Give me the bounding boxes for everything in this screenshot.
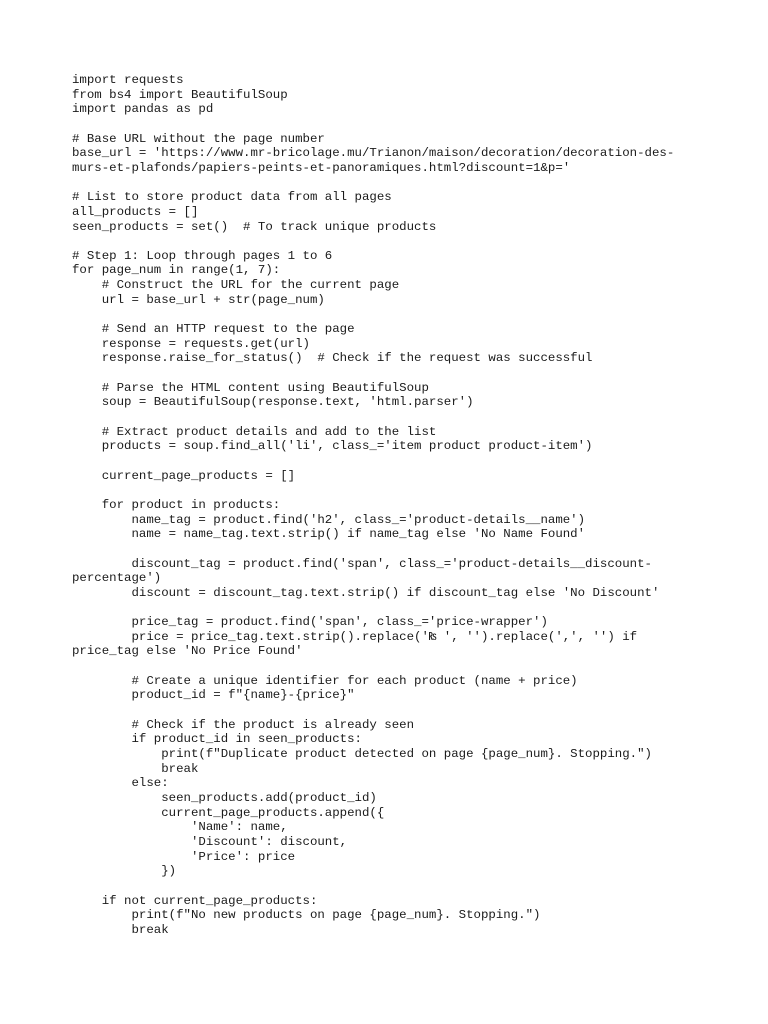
code-line: break: [72, 922, 169, 937]
code-line: price_tag else 'No Price Found': [72, 644, 303, 659]
code-line: soup = BeautifulSoup(response.text, 'html.parser'): [72, 395, 474, 410]
code-line: current_page_products.append({: [72, 805, 385, 820]
code-line: murs-et-plafonds/papiers-peints-et-panoramiques.html?discount=1&p=': [72, 160, 571, 175]
code-line: percentage'): [72, 571, 162, 586]
code-line: all_products = []: [72, 204, 199, 219]
code-line: # Step 1: Loop through pages 1 to 6: [72, 248, 333, 263]
code-line: [72, 542, 732, 557]
code-line: if product_id in seen_products:: [72, 732, 362, 747]
code-line: price_tag = product.find('span', class_='price-wrapper'): [72, 615, 548, 630]
code-line: # Construct the URL for the current page: [72, 278, 400, 293]
code-line: seen_products.add(product_id): [72, 790, 377, 805]
code-line: # Send an HTTP request to the page: [72, 322, 355, 337]
code-line: print(f"No new products on page {page_num}. Stopping."): [72, 908, 541, 923]
code-line: product_id = f"{name}-{price}": [72, 688, 355, 703]
code-line: import requests: [72, 73, 184, 87]
code-line: [72, 600, 732, 615]
code-line: import pandas as pd: [72, 102, 214, 117]
code-line: base_url = 'https://www.mr-bricolage.mu/Trianon/maison/decoration/decoration-des-: [72, 146, 675, 161]
code-line: [72, 234, 732, 249]
code-line: for product in products:: [72, 497, 281, 512]
code-line: response.raise_for_status() # Check if the request was successful: [72, 351, 593, 366]
code-line: # List to store product data from all pages: [72, 190, 392, 205]
code-line: [72, 659, 732, 674]
code-line: url = base_url + str(page_num): [72, 292, 325, 307]
code-line: discount_tag = product.find('span', class_='product-details__discount-: [72, 556, 652, 571]
code-line: [72, 117, 732, 132]
code-line: [72, 454, 732, 469]
code-line: seen_products = set() # To track unique products: [72, 219, 437, 234]
code-line: }): [72, 864, 177, 879]
code-line: if not current_page_products:: [72, 893, 318, 908]
code-line: 'Name': name,: [72, 820, 288, 835]
code-line: price = price_tag.text.strip().replace('₨ ', '').replace(',', '') if: [72, 629, 638, 644]
code-line: # Base URL without the page number: [72, 131, 325, 146]
code-line: products = soup.find_all('li', class_='item product product-item'): [72, 439, 593, 454]
code-line: # Check if the product is already seen: [72, 717, 415, 732]
code-line: [72, 307, 732, 322]
code-line: [72, 703, 732, 718]
code-line: name_tag = product.find('h2', class_='product-details__name'): [72, 512, 586, 527]
code-line: # Create a unique identifier for each product (name + price): [72, 673, 578, 688]
code-line: [72, 410, 732, 425]
code-line: current_page_products = []: [72, 468, 296, 483]
code-line: else:: [72, 776, 169, 791]
code-block: [72, 73, 732, 938]
code-line: discount = discount_tag.text.strip() if discount_tag else 'No Discount': [72, 585, 660, 600]
code-line: from bs4 import BeautifulSoup: [72, 87, 288, 102]
code-line: [72, 176, 732, 191]
code-line: # Parse the HTML content using BeautifulSoup: [72, 380, 429, 395]
code-line: break: [72, 761, 199, 776]
code-line: [72, 366, 732, 381]
code-line: name = name_tag.text.strip() if name_tag else 'No Name Found': [72, 527, 586, 542]
code-line: # Extract product details and add to the list: [72, 424, 437, 439]
code-line: [72, 483, 732, 498]
code-line: response = requests.get(url): [72, 336, 310, 351]
code-line: for page_num in range(1, 7):: [72, 263, 281, 278]
code-line: 'Discount': discount,: [72, 834, 348, 849]
code-line: print(f"Duplicate product detected on page {page_num}. Stopping."): [72, 747, 652, 761]
code-line: 'Price': price: [72, 849, 296, 864]
code-line: [72, 879, 732, 894]
